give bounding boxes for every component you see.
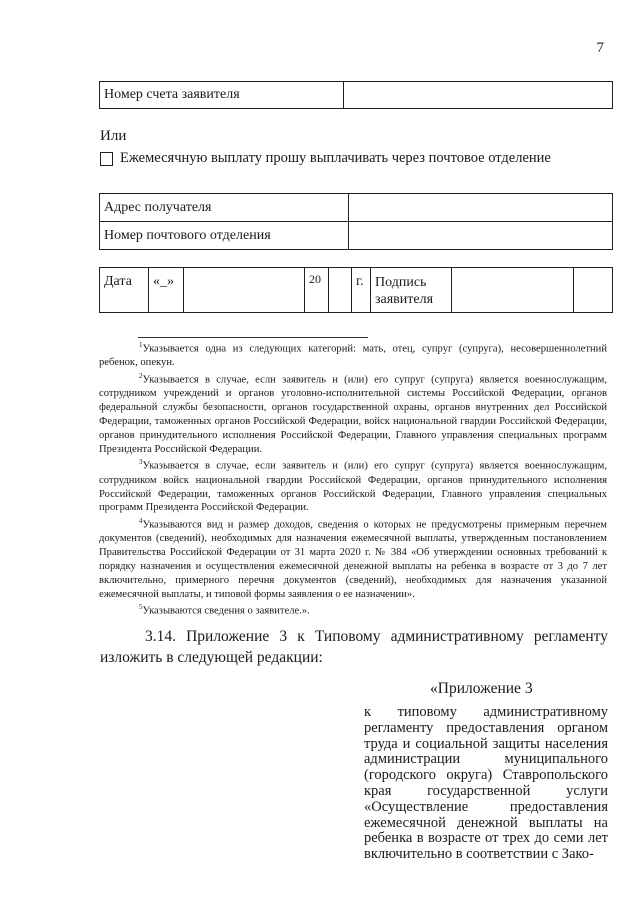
- footnote: $^5$Указываются сведения о заявителе.».: [139, 603, 310, 617]
- footnote: $^2$Указывается в случае, если заявитель и (или) его супруг (супруга) является военнослужащим, сотрудником учреждений и органов уголовно-исполнительной системы Российской Федерации, органов федеральной службы безопасности, органов государственной охраны, органов внутренних дел Российской Федерации, таможенных органов Российской Федерации, войск национальной гвардии Российской Федерации, органов принудительного исполнения Российской Федерации, Главного управления специальных программ Президента Российской Федерации.: [99, 372, 607, 455]
- annex-body: к типовому административному регламенту предоставления органом труда и социальной защиты населения администрации муниципального (городского округа) Ставропольского края государственной услуги «Осуществление предоставления ежемесячной денежной выплаты на ребенка в возрасте от трех до семи лет включительно в соответствии с Зако-: [364, 704, 608, 863]
- or-text: Или: [100, 128, 127, 144]
- postal-option[interactable]: [100, 150, 551, 167]
- account-table: [99, 81, 613, 109]
- date-label: Дата: [100, 268, 149, 313]
- date-month[interactable]: [184, 268, 305, 313]
- account-number-label: Номер счета заявителя: [100, 82, 344, 109]
- address-table: [99, 193, 613, 250]
- postal-option-checkbox[interactable]: [100, 152, 113, 166]
- footnote-divider: [138, 337, 368, 338]
- postal-option-label: Ежемесячную выплату прошу выплачивать через почтовое отделение: [120, 150, 551, 166]
- account-number-value[interactable]: [344, 82, 613, 109]
- section-paragraph: 3.14. Приложение 3 к Типовому административному регламенту изложить в следующей редакции:: [100, 628, 608, 666]
- signature-table: [99, 267, 613, 313]
- footnotes: [99, 339, 607, 619]
- postal-office-label: Номер почтового отделения: [100, 222, 349, 250]
- footnote: $^3$Указывается в случае, если заявитель и (или) его супруг (супруга) является военнослужащим, сотрудником войск национальной гвардии Российской Федерации, органов принудительного исполнения Российской Федерации, таможенных органов Российской Федерации, Главного управления специальных программ Президента Российской Федерации.: [99, 458, 607, 514]
- signature-field[interactable]: [452, 268, 574, 313]
- page-number: 7: [596, 40, 604, 56]
- postal-office-value[interactable]: [349, 222, 613, 250]
- signature-extra: [574, 268, 613, 313]
- recipient-address-value[interactable]: [349, 194, 613, 222]
- date-year[interactable]: [329, 268, 352, 313]
- year-suffix: г.: [352, 268, 371, 313]
- date-century: 20: [305, 268, 329, 313]
- footnote: $^4$Указываются вид и размер доходов, сведения о которых не предусмотрены примерным перечнем документов (сведений), необходимых для назначения ежемесячной выплаты, утвержденным постановлением Правительства Российской Федерации от 31 марта 2020 г. № 384 «Об утверждении основных требований к порядку назначения и осуществления ежемесячной денежной выплаты на ребенка в возрасте от 3 до 7 лет включительно, примерного перечня документов (сведений), необходимых для назначения указанной ежемесячной выплаты, и типовой формы заявления о ее назначении».: [99, 517, 607, 600]
- signature-label: Подпись заявителя: [371, 268, 452, 313]
- date-day[interactable]: «_»: [149, 268, 184, 313]
- annex-title: «Приложение 3: [430, 680, 533, 697]
- recipient-address-label: Адрес получателя: [100, 194, 349, 222]
- postal-office-row: [100, 222, 613, 250]
- footnote: $^1$Указывается одна из следующих категорий: мать, отец, супруг (супруга), несовершеннолетний ребенок, опекун.: [99, 341, 607, 369]
- address-row: [100, 194, 613, 222]
